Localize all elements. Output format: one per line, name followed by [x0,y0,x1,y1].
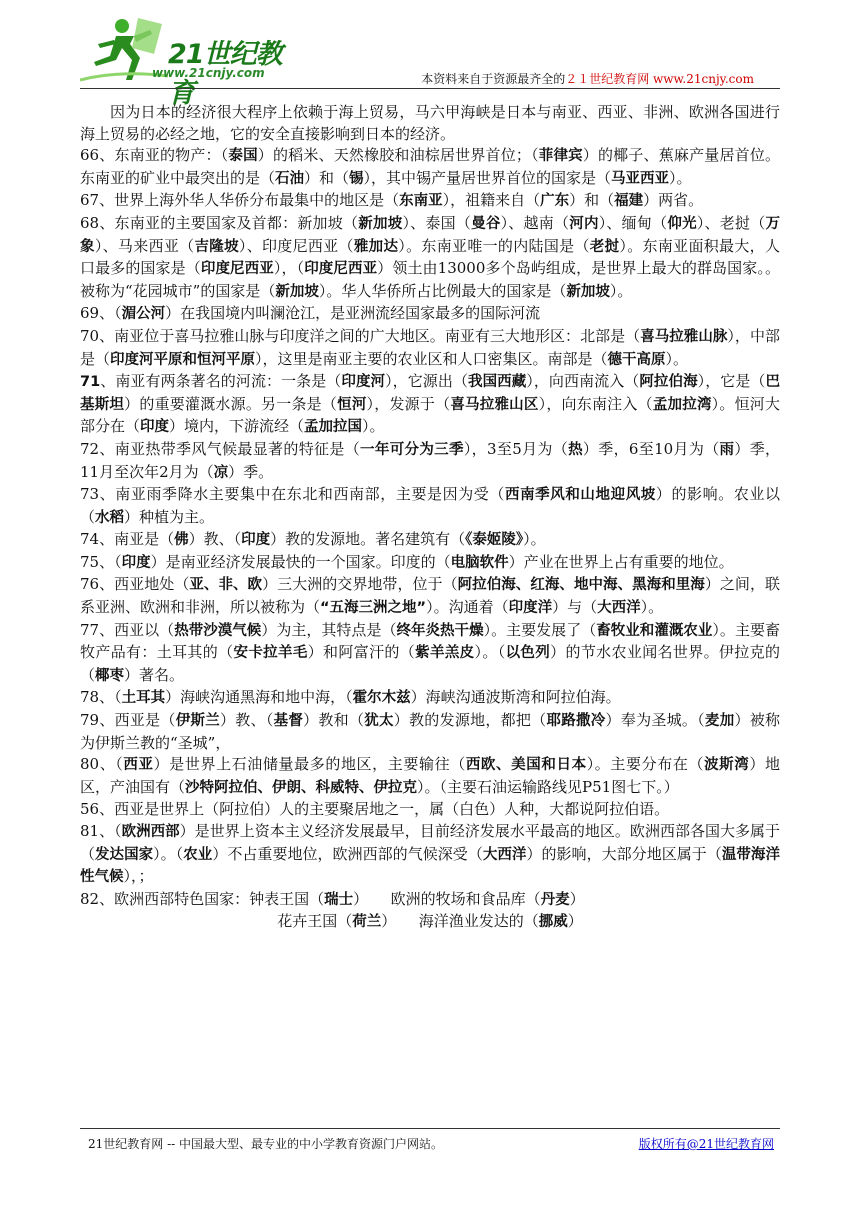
paragraph [80,710,780,754]
question-text: ），向东南注入（ [538,394,653,413]
answer-text: 大西洋 [482,846,527,863]
question-text: 56、西亚是世界上（阿拉伯）人的主要聚居地之一，属（白色）人种，大都说阿拉伯语。 [80,800,670,819]
question-text: 76、西亚地处（ [80,575,190,594]
answer-text: 欧洲西部 [121,824,180,840]
answer-text: 水稻 [95,509,125,526]
paragraph [80,620,780,688]
question-text: ）季，11月至次年2月为（ [80,439,781,481]
answer-text: 新加坡 [358,215,403,232]
question-text: 77、西亚以（ [80,620,175,639]
question-text: 79、西亚是（ [80,711,176,730]
question-text: ）。恒河大部分在（ [80,394,781,436]
answer-text: 阿拉伯海 [639,374,698,391]
question-text: ）季。 [228,462,274,481]
answer-text: 万象 [80,215,780,255]
answer-text: 印度 [121,554,151,571]
header-source-note [421,70,754,87]
answer-text: 孟加拉国 [304,419,363,436]
answer-text: 土耳其 [121,690,166,707]
question-text: ）。主要畜牧产品有：土耳其的（ [80,620,780,662]
question-text: ）的影响，大部分地区属于（ [526,844,722,863]
question-text: 73、南亚雨季降水主要集中在东北和西南部，主要是因为受（ [80,485,505,504]
question-text: ），； [123,867,154,886]
question-text: ）的影响。农业以（ [80,485,780,526]
question-text: ），祖籍来自（ [442,191,541,210]
answer-text: 我国西藏 [468,374,527,391]
document-body [80,102,780,934]
answer-text: 印度尼西亚 [200,261,274,278]
question-text: ），3至5月为（ [463,439,569,458]
question-text: ）海峡沟通黑海和地中海，（ [165,688,353,707]
answer-text: 锡 [349,170,364,187]
question-text: 因为日本的经济很大程序上依赖于海上贸易，马六甲海峡是日本与南亚、西亚、非洲、欧洲各国进行海上贸易的必经之地，它的安全直接影响到日本的经济。 [80,103,780,143]
footer-site-description: 21世纪教育网 -- 中国最大型、最专业的中小学教育资源门户网站。 [88,1137,444,1151]
question-text: ）和（ [304,168,350,187]
page-header [80,14,780,109]
question-text: 花卉王国（ [277,912,353,931]
question-text: ），其中锡产量居世界首位的国家是（ [363,168,612,187]
question-text: ）、越南（ [500,213,570,232]
answer-text: 波斯湾 [704,757,750,774]
question-text: ）是世界上石油储量最多的地区，主要输往（ [153,755,466,774]
answer-text: 犹太 [364,713,394,730]
question-text: ）、印度尼西亚（ [238,236,354,255]
question-text: ）为主，其特点是（ [261,620,397,639]
question-text: 70、南亚位于喜马拉雅山脉与印度洋之间的广大地区。南亚有三大地形区：北部是（ [80,326,641,345]
question-text: ）。 [669,168,692,187]
question-text: ）产业在世界上占有重要的地位。 [508,552,734,571]
answer-text: “五海三洲之地” [320,600,427,617]
question-text: ）的稻米、天然橡胶和油棕居世界首位；（ [257,146,539,165]
question-text: 75、（ [80,552,122,571]
question-text: 、南亚有两条著名的河流：一条是（ [100,372,342,391]
answer-text: 霍尔木兹 [352,690,411,707]
answer-text: 一年可分为三季 [360,441,464,458]
question-text: ）。（ [153,844,184,863]
question-text: ），发源于（ [366,394,451,413]
answer-text: 喜马拉雅山区 [450,396,539,413]
answer-text: 71 [80,374,101,391]
answer-text: 印度尼西亚 [304,261,378,278]
answer-text: 西亚 [123,757,154,774]
answer-text: 河内 [569,215,599,232]
paragraph [80,552,780,575]
answer-text: 新加坡 [566,283,610,300]
question-text: ）、老挝（ [696,213,766,232]
question-text: ）、泰国（ [402,213,472,232]
question-text: ）不占重要地位，欧洲西部的气候深受（ [212,844,483,863]
answer-text: 孟加拉湾 [652,396,712,413]
answer-text: 德干高原 [607,351,666,368]
answer-text: 温带海洋性气候 [80,846,780,886]
question-text: 78、（ [80,688,122,707]
paragraph [80,754,780,799]
answer-text: 巴基斯坦 [80,374,780,413]
answer-text: 新加坡 [275,283,319,300]
question-text: ）。 [523,530,546,549]
answer-text: 东南亚 [399,193,443,210]
answer-text: 终年炎热干燥 [396,622,484,639]
question-text: ）。 [640,598,664,617]
paragraph [80,102,780,145]
question-text: ）教、（ [220,711,274,730]
question-text: ）。主要分布在（ [586,755,705,774]
paragraph [80,799,780,821]
answer-text: 恒河 [337,396,367,413]
answer-text: 凉 [213,464,229,481]
answer-text: 菲律宾 [538,148,583,165]
answer-text: 以色列 [505,645,551,662]
paragraph [80,439,780,484]
question-text: ） [569,889,585,908]
footer-copyright-link[interactable]: 版权所有@21世纪教育网 [638,1137,774,1151]
answer-text: 荷兰 [352,914,382,931]
question-text: 82、欧洲西部特色国家：钟表王国（ [80,889,325,908]
question-text: ）、缅甸（ [598,213,668,232]
logo-brand-text: 21世纪教育 [168,39,282,109]
answer-text: 老挝 [589,238,620,255]
question-text: ）教的发源地。著名建筑有（ [270,530,466,549]
question-text: ）和（ [569,191,615,210]
question-text: ） 欧洲的牧场和食品库（ [353,889,541,908]
header-divider [80,88,780,89]
answer-text: 紫羊羔皮 [415,645,475,662]
question-text: ）。（ [474,643,506,662]
question-text: 80、（ [80,755,124,774]
answer-text: 丹麦 [540,891,570,908]
answer-text: 大西洋 [597,600,641,617]
question-text: ）的重要灌溉水源。另一条是（ [124,394,338,413]
answer-text: 椰枣 [95,667,125,684]
question-text: ）领土由13000多个岛屿组成，是世界上最大的群岛国家。。被称为“花园城市”的国家是（ [80,259,780,300]
answer-text: 热 [568,441,583,458]
answer-text: 电脑软件 [450,554,509,571]
question-text: ）种植为主。 [124,507,215,526]
question-text: ）、马来西亚（ [94,236,195,255]
question-text: ）的椰子、蕉麻产量居首位。东南亚的矿业中最突出的是（ [80,146,780,187]
question-text: ）境内，下游流经（ [169,417,305,436]
question-text: 66、东南亚的物产：（ [80,146,229,165]
paragraph [80,911,780,934]
question-text: ）两省。 [643,191,704,210]
answer-text: 马亚西亚 [611,170,670,187]
answer-text: 麦加 [704,713,735,730]
answer-text: 泰国 [228,148,258,165]
answer-text: 阿拉伯海、红海、地中海、黑海和里海 [457,577,705,594]
answer-text: 热带沙漠气候 [174,622,262,639]
paragraph [80,303,780,326]
question-text: ）。（主要石油运输路线见P51图七下。） [417,777,679,796]
answer-text: 仰光 [667,215,697,232]
answer-text: 福建 [614,193,644,210]
question-text: ）著名。 [124,665,185,684]
question-text: ）和阿富汗的（ [307,643,416,662]
answer-text: 曼谷 [471,215,501,232]
question-text: ）在我国境内叫澜沧江，是亚洲流经国家最多的国际河流 [165,304,541,323]
answer-text: 佛 [174,532,189,549]
question-text: 81、（ [80,822,122,840]
paragraph [80,687,780,710]
question-text: ）是南亚经济发展最快的一个国家。印度的（ [150,552,451,571]
question-text: ），中部是（ [80,326,780,368]
answer-text: 耶路撒冷 [546,713,606,730]
question-text: ）奉为圣城。（ [605,711,705,730]
answer-text: 吉隆坡 [194,238,239,255]
answer-text: 瑞士 [324,891,354,908]
question-text: 68、东南亚的主要国家及首都：新加坡（ [80,213,359,232]
header-note-prefix: 本资料来自于资源最齐全的 [421,72,566,86]
answer-text: 印度洋 [508,600,553,617]
question-text: ）是世界上资本主义经济发展最早，目前经济发展水平最高的地区。欧洲西部各国大多属于（ [80,822,781,863]
site-logo[interactable] [80,14,290,109]
question-text: ），向西南流入（ [526,372,640,391]
answer-text: 西欧、美国和日本 [465,757,587,774]
answer-text: 喜马拉雅山脉 [640,328,728,345]
question-text: ）海峡沟通波斯湾和阿拉伯海。 [410,688,621,707]
answer-text: 发达国家 [95,846,154,863]
paragraph [80,821,780,889]
question-text: ）。 [609,281,633,300]
question-text: ）教、（ [188,530,242,549]
answer-text: 西南季风和山地迎风坡 [504,487,656,504]
answer-text: 湄公河 [121,306,166,323]
paragraph [80,371,780,439]
answer-text: 基督 [273,713,304,730]
question-text: 69、（ [80,304,122,323]
question-text: ）季，6至10月为（ [582,439,720,458]
answer-text: 亚、非、欧 [189,577,263,594]
paragraph [80,574,780,619]
question-text: ）教的发源地，都把（ [393,711,547,730]
answer-text: 广东 [540,193,570,210]
question-text: ），这里是南亚主要的农业区和人口密集区。南部是（ [255,349,608,368]
answer-text: 印度 [241,532,271,549]
question-text: 72、南亚热带季风气候最显著的特征是（ [80,439,361,458]
paragraph [80,889,780,912]
question-text: ）之间，联系亚洲、欧洲和非洲，所以被称为（ [80,575,780,617]
answer-text: 印度 [140,419,170,436]
paragraph [80,213,780,303]
answer-text: 雨 [719,441,735,458]
question-text: ）三大洲的交界地带，位于（ [262,575,458,594]
question-text: ）与（ [552,598,598,617]
question-text: ）。 [362,417,385,436]
question-text: ），它源出（ [385,372,469,391]
paragraph [80,326,780,371]
paragraph [80,190,780,213]
answer-text: 安卡拉羊毛 [233,645,308,662]
question-text: ），（ [273,259,305,278]
answer-text: 雅加达 [353,238,399,255]
question-text: ）。东南亚唯一的内陆国是（ [398,236,590,255]
question-text: ）。 [665,349,689,368]
answer-text: 石油 [275,170,305,187]
answer-text: 农业 [183,846,213,863]
answer-text: 《泰姬陵》 [465,532,524,549]
paragraph [80,145,780,190]
question-text: ）地区，产油国有（ [80,755,780,796]
question-text: ）被称为伊斯兰教的“圣城”， [80,711,781,752]
footer-divider [80,1128,780,1129]
question-text: ）。东南亚面积最大，人口最多的国家是（ [80,236,780,278]
question-text: ）。主要发展了（ [483,620,597,639]
question-text: 74、南亚是（ [80,530,175,549]
question-text: ）。华人华侨所占比例最大的国家是（ [318,281,567,300]
answer-text: 印度河平原和恒河平原 [110,351,256,368]
paragraph [80,484,780,529]
question-text: ）的节水农业闻名世界。伊拉克的（ [80,643,780,684]
question-text: 67、世界上海外华人华侨分布最集中的地区是（ [80,191,400,210]
answer-text: 印度河 [341,374,386,391]
question-text: ） [567,912,583,931]
question-text: ）教和（ [303,711,365,730]
question-text: ） 海洋渔业发达的（ [381,912,539,931]
question-text: ）。沟通着（ [426,598,509,617]
logo-url-text: www.21cnjy.com [152,66,265,80]
answer-text: 伊斯兰 [175,713,221,730]
answer-text: 畜牧业和灌溉农业 [596,622,713,639]
question-text: ），它是（ [697,372,766,391]
header-site-link[interactable]: ２１世纪教育网 www.21cnjy.com [565,72,754,86]
answer-text: 挪威 [538,914,568,931]
paragraph [80,529,780,552]
answer-text: 沙特阿拉伯、伊朗、科威特、伊拉克 [185,779,418,796]
